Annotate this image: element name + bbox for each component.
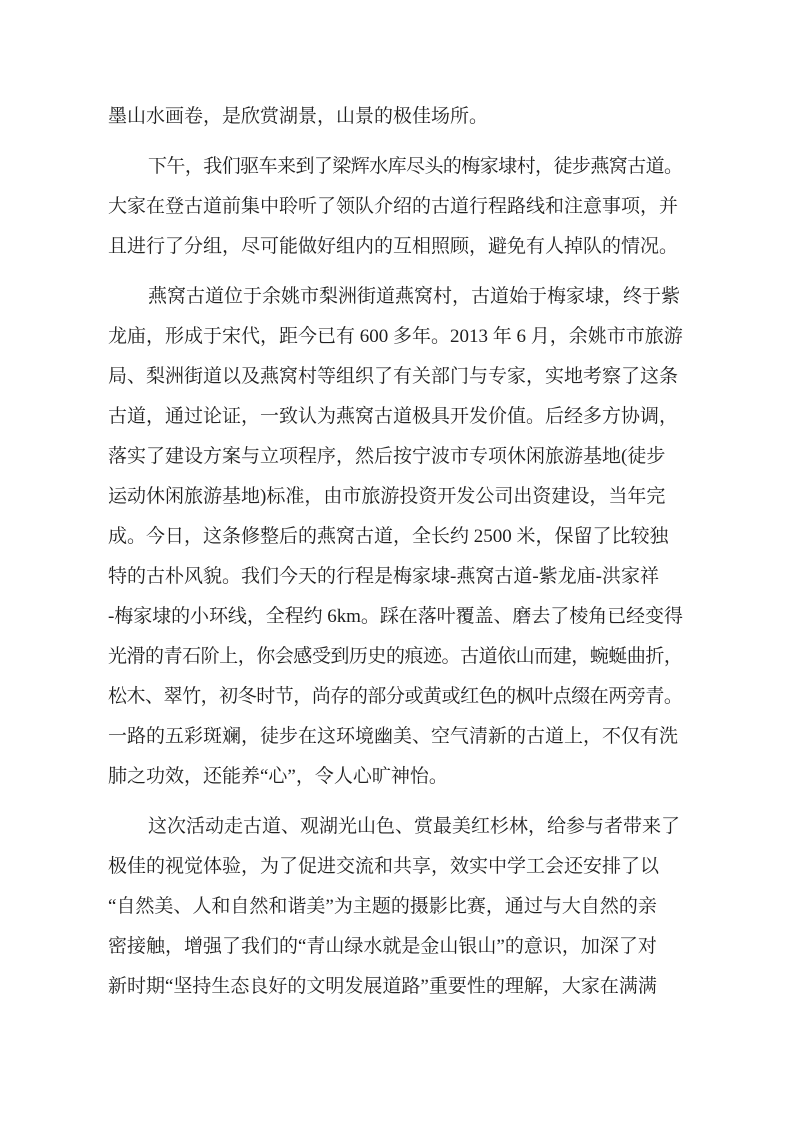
text-line: 落实了建设方案与立项程序，然后按宁波市专项休闲旅游基地(徒步 — [108, 446, 666, 467]
text-line: 密接触，增强了我们的“青山绿水就是金山银山”的意识，加深了对 — [108, 936, 657, 957]
text-line: 且进行了分组，尽可能做好组内的互相照顾，避免有人掉队的情况。 — [108, 236, 679, 257]
document-body — [108, 97, 683, 1007]
text-line: 特的古朴风貌。我们今天的行程是梅家埭-燕窝古道-紫龙庙-洪家祥 — [108, 566, 659, 587]
text-line: 光滑的青石阶上，你会感受到历史的痕迹。古道依山而建，蜿蜒曲折， — [108, 646, 683, 667]
text-line: “自然美、人和自然和谐美”为主题的摄影比赛，通过与大自然的亲 — [108, 896, 657, 917]
text-line: 成。今日，这条修整后的燕窝古道，全长约 2500 米，保留了比较独 — [108, 526, 669, 547]
text-line: 大家在登古道前集中聆听了领队介绍的古道行程路线和注意事项，并 — [108, 196, 679, 217]
text-line: 肺之功效，还能养“心”，令人心旷神怡。 — [108, 766, 448, 787]
text-line: 新时期“坚持生态良好的文明发展道路”重要性的理解，大家在满满 — [108, 976, 657, 997]
text-line: 古道，通过论证，一致认为燕窝古道极具开发价值。后经多方协调， — [108, 406, 679, 427]
text-line: 一路的五彩斑斓，徒步在这环境幽美、空气清新的古道上，不仅有洗 — [108, 726, 679, 747]
text-line: 这次活动走古道、观湖光山色、赏最美红杉林，给参与者带来了 — [148, 816, 681, 837]
paragraph — [108, 807, 683, 1007]
text-line: 极佳的视觉体验，为了促进交流和共享，效实中学工会还安排了以 — [108, 856, 660, 877]
text-line: 龙庙，形成于宋代，距今已有 600 多年。2013 年 6 月，余姚市市旅游 — [108, 326, 683, 347]
text-line: -梅家埭的小环线，全程约 6km。踩在落叶覆盖、磨去了棱角已经变得 — [108, 606, 683, 627]
text-line: 墨山水画卷，是欣赏湖景，山景的极佳场所。 — [108, 106, 489, 127]
text-line: 局、梨洲街道以及燕窝村等组织了有关部门与专家，实地考察了这条 — [108, 366, 679, 387]
paragraph — [108, 147, 683, 267]
text-line: 下午，我们驱车来到了梁辉水库尽头的梅家埭村，徒步燕窝古道。 — [148, 156, 683, 177]
text-line: 运动休闲旅游基地)标准，由市旅游投资开发公司出资建设，当年完 — [108, 486, 666, 507]
text-line: 松木、翠竹，初冬时节，尚存的部分或黄或红色的枫叶点缀在两旁青。 — [108, 686, 683, 707]
paragraph — [108, 97, 683, 137]
paragraph — [108, 277, 683, 797]
text-line: 燕窝古道位于余姚市梨洲街道燕窝村，古道始于梅家埭，终于紫 — [148, 286, 681, 307]
